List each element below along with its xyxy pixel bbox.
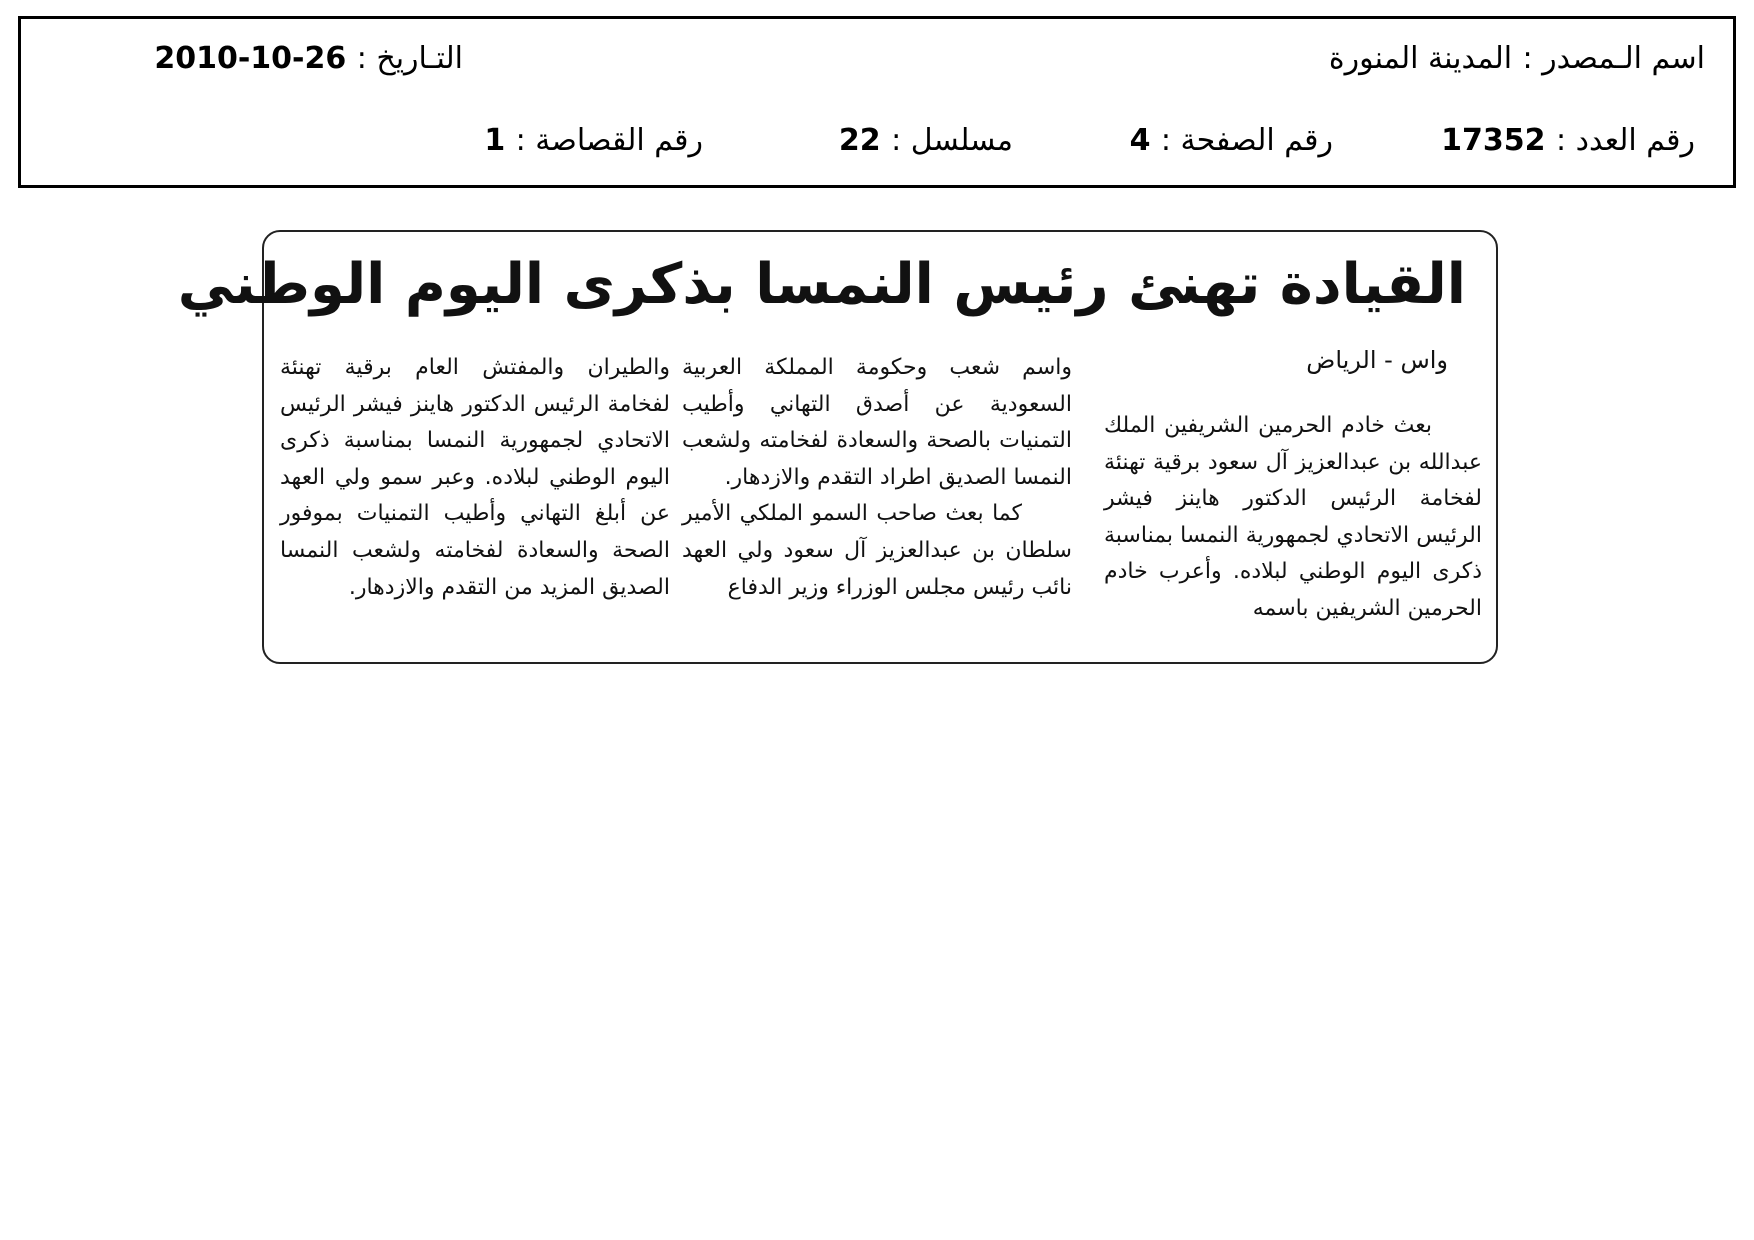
article-byline: واس - الرياض — [1306, 346, 1448, 374]
column-2-paragraph-2: كما بعث صاحب السمو الملكي الأمير سلطان بن عبدالعزيز آل سعود ولي العهد نائب رئيس مجلس الوزراء وزير الدفاع — [682, 501, 1072, 600]
issue-value: 17352 — [1441, 123, 1546, 158]
clipping-label: رقم القصاصة : — [515, 123, 703, 158]
column-1-paragraph: بعث خادم الحرمين الشريفين الملك عبدالله بن عبدالعزيز آل سعود برقية تهنئة لفخامة الرئيس الدكتور هاينز فيشر الرئيس الاتحادي لجمهورية النمسا بمناسبة ذكرى اليوم الوطني لبلاده. وأعرب خادم الحرمين الشريفين باسمه — [1104, 413, 1482, 621]
serial-label: مسلسل : — [891, 123, 1013, 158]
clipping-header — [18, 16, 1736, 188]
article-column-3 — [280, 350, 670, 606]
column-2-paragraph-1: واسم شعب وحكومة المملكة العربية السعودية عن أصدق التهاني وأطيب التمنيات بالصحة والسعادة لفخامته ولشعب النمسا الصديق اطراد التقدم والازدهار. — [682, 355, 1072, 490]
article-column-1 — [1104, 408, 1482, 628]
serial-value: 22 — [838, 123, 881, 158]
date-field — [154, 39, 463, 79]
issue-field — [1441, 121, 1695, 161]
page-field — [1130, 121, 1333, 161]
source-value: المدينة المنورة — [1328, 41, 1513, 76]
date-label: التـاريخ : — [356, 41, 463, 76]
issue-label: رقم العدد : — [1555, 123, 1695, 158]
source-label: اسم الـمصدر : — [1522, 41, 1705, 76]
page-label: رقم الصفحة : — [1160, 123, 1333, 158]
page-value: 4 — [1129, 123, 1151, 158]
source-field — [1329, 39, 1705, 79]
article-column-2 — [682, 350, 1072, 606]
clipping-value: 1 — [484, 123, 506, 158]
clipping-field — [484, 121, 703, 161]
article-headline: القيادة تهنئ رئيس النمسا بذكرى اليوم الوطني — [177, 252, 1466, 317]
news-clipping — [177, 230, 1498, 664]
serial-field — [839, 121, 1013, 161]
column-3-paragraph: والطيران والمفتش العام برقية تهنئة لفخامة الرئيس الدكتور هاينز فيشر الرئيس الاتحادي لجمهورية النمسا بمناسبة ذكرى اليوم الوطني لبلاده. وعبر سمو ولي العهد عن أبلغ التهاني وأطيب التمنيات بموفور الصحة والسعادة لفخامته ولشعب النمسا الصديق المزيد من التقدم والازدهار. — [280, 355, 670, 600]
date-value: 2010-10-26 — [154, 41, 347, 76]
